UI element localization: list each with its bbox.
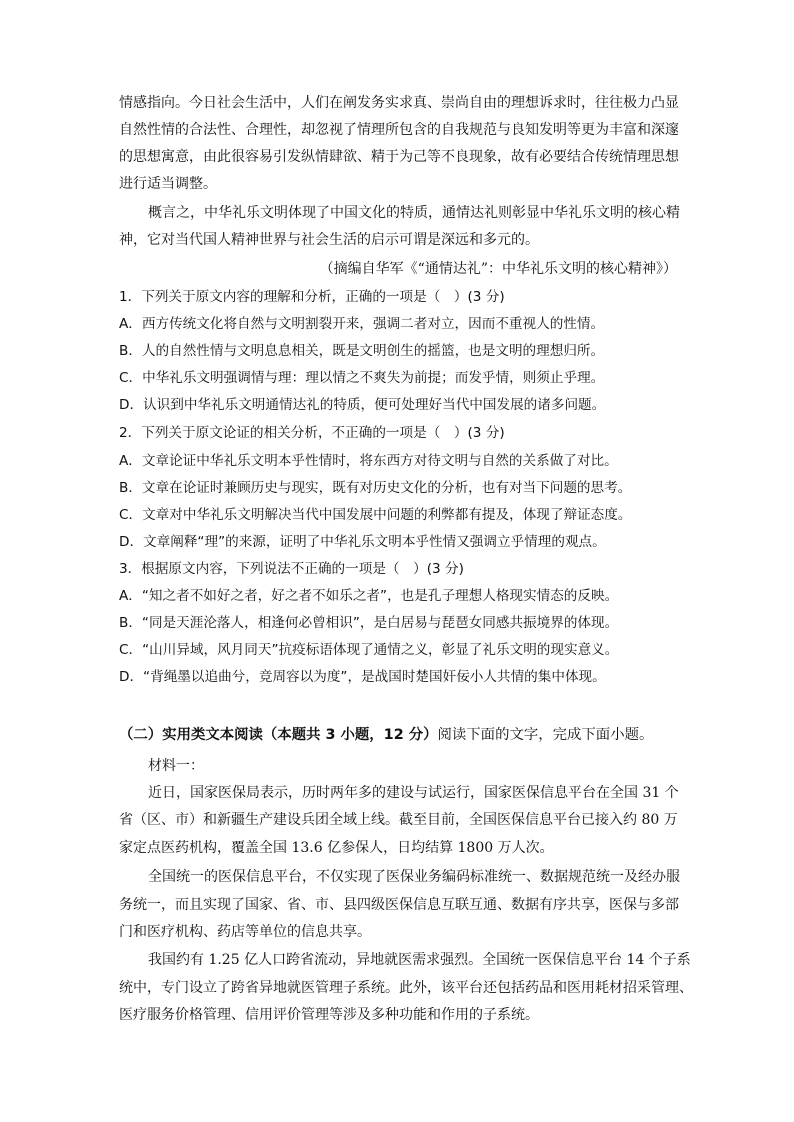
question-option: D．文章阐释“理”的来源，证明了中华礼乐文明本乎性情又强调立乎情理的观点。 — [119, 534, 606, 550]
passage-line: 的思想寓意，由此很容易引发纵情肆欲、精于为己等不良现象，故有必要结合传统情理思想 — [119, 149, 679, 165]
conclusion-line: 概言之，中华礼乐文明体现了中国文化的特质，通情达礼则彰显中华礼乐文明的核心精 — [148, 205, 680, 221]
question-option: A．西方传统文化将自然与文明割裂开来，强调二者对立，因而不重视人的性情。 — [119, 316, 605, 332]
material-line: 务统一，而且实现了国家、省、市、县四级医保信息互联互通、数据有序共享，医保与多部 — [119, 897, 679, 913]
material-line: 全国统一的医保信息平台，不仅实现了医保业务编码标准统一、数据规范统一及经办服 — [148, 869, 680, 885]
material-line: 统中，专门设立了跨省异地就医管理子系统。此外，该平台还包括药品和医用耗材招采管理、 — [119, 980, 693, 996]
passage-line: 进行适当调整。 — [119, 176, 217, 192]
material-line: 医疗服务价格管理、信用评价管理等涉及多种功能和作用的子系统。 — [119, 1007, 539, 1023]
question-stem: 3．根据原文内容，下列说法不正确的一项是（ ）(3 分) — [119, 561, 464, 577]
passage-line: 情感指向。今日社会生活中，人们在阐发务实求真、崇尚自由的理想诉求时，往往极力凸显 — [119, 95, 679, 111]
passage-source: （摘编自华军《“通情达礼”：中华礼乐文明的核心精神》） — [319, 261, 677, 277]
question-option: A．文章论证中华礼乐文明本乎性情时，将东西方对待文明与自然的关系做了对比。 — [119, 453, 618, 469]
material-line: 省（区、市）和新疆生产建设兵团全域上线。截至目前，全国医保信息平台已接入约 80 万 — [119, 812, 678, 828]
question-option: C．文章对中华礼乐文明解决当代中国发展中问题的利弊都有提及，体现了辩证态度。 — [119, 507, 632, 523]
section-instruction: 阅读下面的文字，完成下面小题。 — [437, 727, 654, 743]
section-heading — [119, 725, 653, 745]
material-line: 我国约有 1.25 亿人口跨省流动，异地就医需求强烈。全国统一医保信息平台 14 个子系 — [148, 952, 691, 968]
question-option: D．“背绳墨以追曲兮，竞周容以为度”，是战国时楚国奸佞小人共情的集中体现。 — [119, 669, 606, 685]
section-title: （二）实用类文本阅读（本题共 3 小题，12 分） — [119, 727, 438, 743]
question-option: B．人的自然性情与文明息息相关，既是文明创生的摇篮，也是文明的理想归所。 — [119, 343, 605, 359]
question-option: A．“知之者不如好之者，好之者不如乐之者”，也是孔子理想人格现实情态的反映。 — [119, 588, 619, 604]
material-line: 近日，国家医保局表示，历时两年多的建设与试运行，国家医保信息平台在全国 31 个 — [148, 785, 679, 801]
question-option: C．中华礼乐文明强调情与理：理以情之不爽失为前提；而发乎情，则须止乎理。 — [119, 370, 605, 386]
question-stem: 2．下列关于原文论证的相关分析，不正确的一项是（ ）(3 分) — [119, 425, 505, 441]
question-stem: 1．下列关于原文内容的理解和分析，正确的一项是（ ）(3 分) — [119, 289, 505, 305]
material-line: 家定点医药机构，覆盖全国 13.6 亿参保人，日均结算 1800 万人次。 — [119, 840, 554, 856]
question-option: B．“同是天涯沦落人，相逢何必曾相识”，是白居易与琵琶女同感共振境界的体现。 — [119, 615, 619, 631]
conclusion-line: 神，它对当代国人精神世界与社会生活的启示可谓是深远和多元的。 — [119, 232, 539, 248]
question-option: C．“山川异域，风月同天”抗疫标语体现了通情之义，彰显了礼乐文明的现实意义。 — [119, 642, 619, 658]
material-label: 材料一： — [148, 758, 204, 774]
question-option: D．认识到中华礼乐文明通情达礼的特质，便可处理好当代中国发展的诸多问题。 — [119, 397, 606, 413]
material-line: 门和医疗机构、药店等单位的信息共享。 — [119, 924, 371, 940]
passage-line: 自然性情的合法性、合理性，却忽视了情理所包含的自我规范与良知发明等更为丰富和深邃 — [119, 122, 679, 138]
question-option: B．文章在论证时兼顾历史与现实，既有对历史文化的分析，也有对当下问题的思考。 — [119, 480, 632, 496]
